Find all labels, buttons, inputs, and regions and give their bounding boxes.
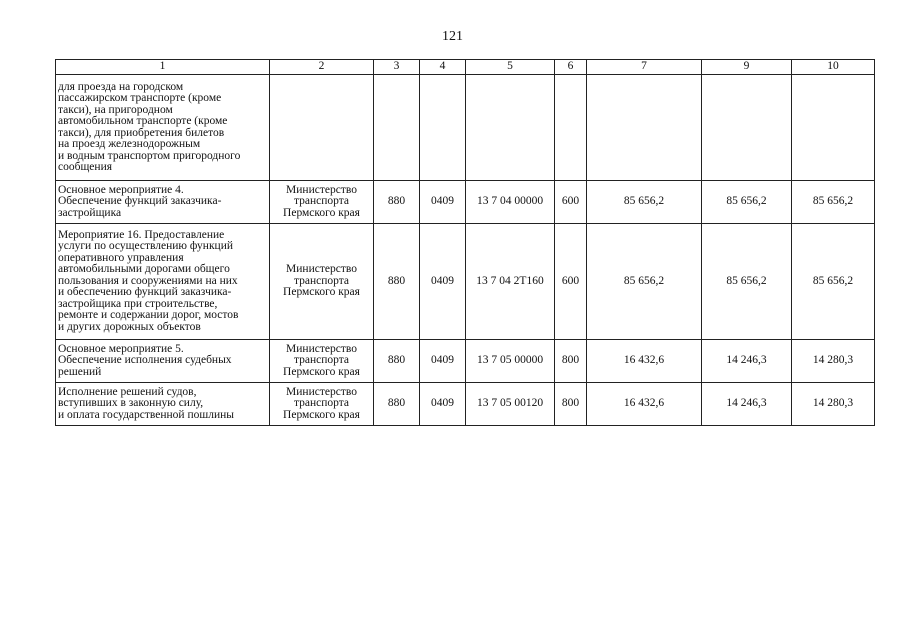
activity-name-line: пассажирском транспорте (кроме	[58, 92, 222, 104]
section-code-cell: 0409	[420, 181, 466, 224]
activity-name-line: такси), для приобретения билетов	[58, 126, 225, 139]
section-code-cell: 0409	[420, 383, 466, 426]
org-line: Пермского края	[283, 206, 360, 219]
activity-name-line: ремонте и содержании дорог, мостов	[58, 309, 239, 322]
table-row	[56, 224, 875, 340]
expense-type-cell: 800	[555, 340, 587, 383]
activity-name-line: пользования и сооружениями на них	[58, 274, 238, 287]
org-line: транспорта	[293, 195, 350, 208]
target-item-cell: 13 7 05 00000	[466, 340, 555, 383]
amount-col10-cell: 14 280,3	[792, 383, 875, 426]
header-cell-9: 9	[702, 60, 792, 75]
activity-name-cell	[56, 75, 270, 181]
target-item-cell: 13 7 04 00000	[466, 181, 555, 224]
expense-type-cell	[555, 75, 587, 181]
activity-name-cell	[56, 383, 270, 426]
amount-col9-cell: 14 246,3	[702, 340, 792, 383]
activity-name-line: Основное мероприятие 5.	[58, 342, 184, 355]
org-line: Министерство	[286, 385, 357, 398]
header-cell-4: 4	[420, 60, 466, 75]
org-line: Пермского края	[283, 365, 360, 378]
org-line: транспорта	[293, 354, 350, 367]
activity-name-line: вступивших в законную силу,	[58, 397, 204, 410]
header-cell-3: 3	[374, 60, 420, 75]
header-cell-10: 10	[792, 60, 875, 75]
org-line: Министерство	[286, 342, 357, 355]
activity-name-line: для проезда на городском	[58, 80, 184, 93]
activity-name-line: и оплата государственной пошлины	[58, 408, 234, 421]
amount-col10-cell: 85 656,2	[792, 181, 875, 224]
activity-name-line: Основное мероприятие 4.	[58, 183, 184, 196]
org-line: транспорта	[293, 397, 350, 410]
activity-name-line: такси), на пригородном	[58, 103, 173, 116]
header-cell-2: 2	[270, 60, 374, 75]
table-row	[56, 383, 875, 426]
activity-name-line: застройщика	[58, 206, 122, 219]
responsible-org-cell	[270, 340, 374, 383]
amount-col10-cell: 85 656,2	[792, 224, 875, 340]
table-row	[56, 181, 875, 224]
responsible-org-cell	[270, 383, 374, 426]
activity-name-cell	[56, 340, 270, 383]
admin-code-cell: 880	[374, 224, 420, 340]
expense-type-cell: 600	[555, 181, 587, 224]
activity-name-line: и других дорожных объектов	[58, 320, 201, 333]
table-row	[56, 340, 875, 383]
responsible-org-cell	[270, 224, 374, 340]
header-cell-6: 6	[555, 60, 587, 75]
responsible-org-cell	[270, 75, 374, 181]
activity-name-line: Обеспечение функций заказчика-	[58, 195, 222, 208]
target-item-cell	[466, 75, 555, 181]
org-line: транспорта	[293, 274, 350, 287]
admin-code-cell: 880	[374, 181, 420, 224]
amount-col9-cell: 85 656,2	[702, 224, 792, 340]
admin-code-cell: 880	[374, 340, 420, 383]
amount-col7-cell: 85 656,2	[587, 224, 702, 340]
amount-col7-cell: 85 656,2	[587, 181, 702, 224]
header-cell-1: 1	[56, 60, 270, 75]
amount-col7-cell: 16 432,6	[587, 383, 702, 426]
activity-name-cell	[56, 224, 270, 340]
section-code-cell	[420, 75, 466, 181]
amount-col7-cell	[587, 75, 702, 181]
activity-name-line: на проезд железнодорожным	[58, 138, 201, 150]
target-item-cell: 13 7 05 00120	[466, 383, 555, 426]
org-line: Министерство	[286, 183, 357, 196]
page-number: 121	[442, 29, 463, 44]
admin-code-cell	[374, 75, 420, 181]
activity-name-line: автомобильными дорогами общего	[58, 263, 230, 276]
section-code-cell: 0409	[420, 224, 466, 340]
amount-col9-cell	[702, 75, 792, 181]
amount-col10-cell: 14 280,3	[792, 340, 875, 383]
activity-name-line: и водным транспортом пригородного	[58, 149, 241, 162]
activity-name-line: Мероприятие 16. Предоставление	[58, 228, 225, 241]
header-cell-7: 7	[587, 60, 702, 75]
header-cell-5: 5	[466, 60, 555, 75]
activity-name-line: решений	[58, 365, 102, 378]
activity-name-line: услуги по осуществлению функций	[58, 240, 233, 253]
section-code-cell: 0409	[420, 340, 466, 383]
activity-name-line: Обеспечение исполнения судебных	[58, 354, 232, 367]
activity-name-line: автомобильном транспорте (кроме	[58, 115, 228, 127]
amount-col7-cell: 16 432,6	[587, 340, 702, 383]
expense-type-cell: 600	[555, 224, 587, 340]
expense-type-cell: 800	[555, 383, 587, 426]
activity-name-cell	[56, 181, 270, 224]
table-row	[56, 75, 875, 181]
activity-name-line: застройщика при строительстве,	[58, 297, 218, 310]
activity-name-line: Исполнение решений судов,	[58, 385, 197, 398]
budget-table	[55, 59, 875, 426]
amount-col9-cell: 14 246,3	[702, 383, 792, 426]
amount-col10-cell	[792, 75, 875, 181]
activity-name-line: и обеспечению функций заказчика-	[58, 286, 232, 299]
org-line: Пермского края	[283, 286, 360, 299]
org-line: Пермского края	[283, 408, 360, 421]
amount-col9-cell: 85 656,2	[702, 181, 792, 224]
org-line: Министерство	[286, 263, 357, 276]
responsible-org-cell	[270, 181, 374, 224]
target-item-cell: 13 7 04 2Т160	[466, 224, 555, 340]
activity-name-line: сообщения	[58, 161, 113, 173]
activity-name-line: оперативного управления	[58, 251, 184, 264]
admin-code-cell: 880	[374, 383, 420, 426]
header-row	[56, 60, 875, 75]
